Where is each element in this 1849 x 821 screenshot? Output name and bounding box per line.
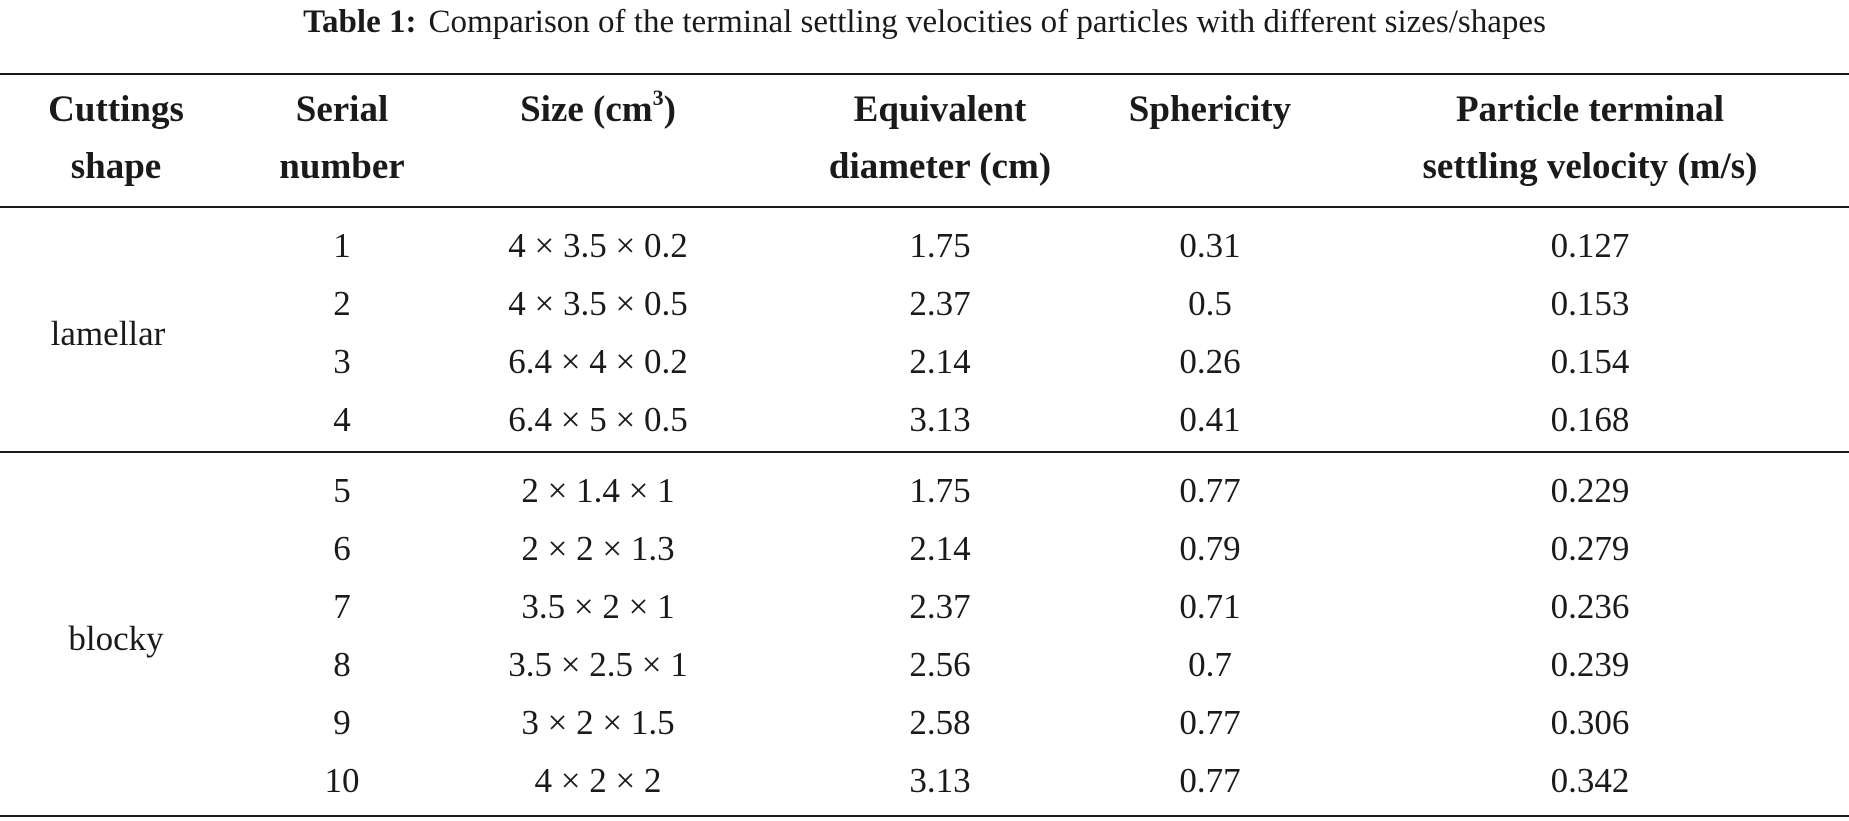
cell-velocity: 0.229 — [1550, 471, 1630, 510]
table-caption-text: Comparison of the terminal settling velocities of particles with different sizes/shapes — [428, 4, 1546, 40]
cell-serial: 2 — [333, 284, 351, 323]
cell-size: 4 × 2 × 2 — [534, 761, 662, 800]
cell-velocity: 0.342 — [1550, 761, 1630, 800]
header-sphericity: Sphericity — [1128, 89, 1292, 130]
cell-diameter: 3.13 — [909, 400, 971, 439]
cell-size: 4 × 3.5 × 0.5 — [508, 284, 688, 323]
table-caption — [0, 0, 1849, 44]
cell-velocity: 0.154 — [1550, 342, 1630, 381]
header-cuttings-shape: Cuttings shape — [48, 89, 184, 187]
cell-sphericity: 0.31 — [1179, 226, 1241, 265]
cell-sphericity: 0.7 — [1188, 645, 1232, 684]
cell-serial: 4 — [333, 400, 351, 439]
cell-serial: 7 — [333, 587, 351, 626]
cell-size: 2 × 2 × 1.3 — [521, 529, 675, 568]
cell-serial: 6 — [333, 529, 351, 568]
cell-serial: 5 — [333, 471, 351, 510]
cell-diameter: 1.75 — [909, 471, 971, 510]
cell-size: 6.4 × 5 × 0.5 — [508, 400, 688, 439]
cell-diameter: 1.75 — [909, 226, 971, 265]
cell-diameter: 2.37 — [909, 587, 971, 626]
cell-diameter: 2.56 — [909, 645, 971, 684]
cell-size: 4 × 3.5 × 0.2 — [508, 226, 688, 265]
table-header-rule — [0, 206, 1849, 208]
group-label-lamellar: lamellar — [50, 314, 166, 353]
cell-sphericity: 0.71 — [1179, 587, 1241, 626]
cell-diameter: 2.37 — [909, 284, 971, 323]
cell-diameter: 2.14 — [909, 342, 971, 381]
header-serial-number: Serial number — [279, 89, 405, 187]
cell-size: 2 × 1.4 × 1 — [521, 471, 675, 510]
cell-velocity: 0.168 — [1550, 400, 1630, 439]
table-bottom-rule — [0, 815, 1849, 817]
cell-size: 3.5 × 2 × 1 — [521, 587, 675, 626]
header-equivalent-diameter: Equivalent diameter (cm) — [828, 89, 1052, 187]
table-group-divider — [0, 451, 1849, 453]
cell-sphericity: 0.5 — [1188, 284, 1232, 323]
cell-velocity: 0.236 — [1550, 587, 1630, 626]
cell-sphericity: 0.26 — [1179, 342, 1241, 381]
cell-diameter: 2.14 — [909, 529, 971, 568]
header-size: Size $(cm^3)$ — [520, 85, 676, 130]
table-caption-label: Table 1: — [303, 4, 417, 40]
cell-serial: 10 — [324, 761, 360, 800]
cell-size: 3 × 2 × 1.5 — [521, 703, 675, 742]
group-label-blocky: blocky — [68, 619, 164, 658]
table-top-rule — [0, 73, 1849, 75]
cell-sphericity: 0.77 — [1179, 703, 1241, 742]
cell-sphericity: 0.77 — [1179, 471, 1241, 510]
cell-velocity: 0.279 — [1550, 529, 1630, 568]
cell-serial: 3 — [333, 342, 351, 381]
cell-diameter: 2.58 — [909, 703, 971, 742]
header-terminal-settling-velocity: Particle terminal settling velocity (m/s) — [1422, 89, 1758, 187]
cell-velocity: 0.239 — [1550, 645, 1630, 684]
cell-velocity: 0.306 — [1550, 703, 1630, 742]
cell-size: 3.5 × 2.5 × 1 — [508, 645, 688, 684]
cell-sphericity: 0.79 — [1179, 529, 1241, 568]
cell-diameter: 3.13 — [909, 761, 971, 800]
cell-velocity: 0.153 — [1550, 284, 1630, 323]
cell-serial: 9 — [333, 703, 351, 742]
cell-serial: 1 — [333, 226, 351, 265]
cell-size: 6.4 × 4 × 0.2 — [508, 342, 688, 381]
cell-velocity: 0.127 — [1550, 226, 1630, 265]
cell-sphericity: 0.77 — [1179, 761, 1241, 800]
cell-sphericity: 0.41 — [1179, 400, 1241, 439]
cell-serial: 8 — [333, 645, 351, 684]
